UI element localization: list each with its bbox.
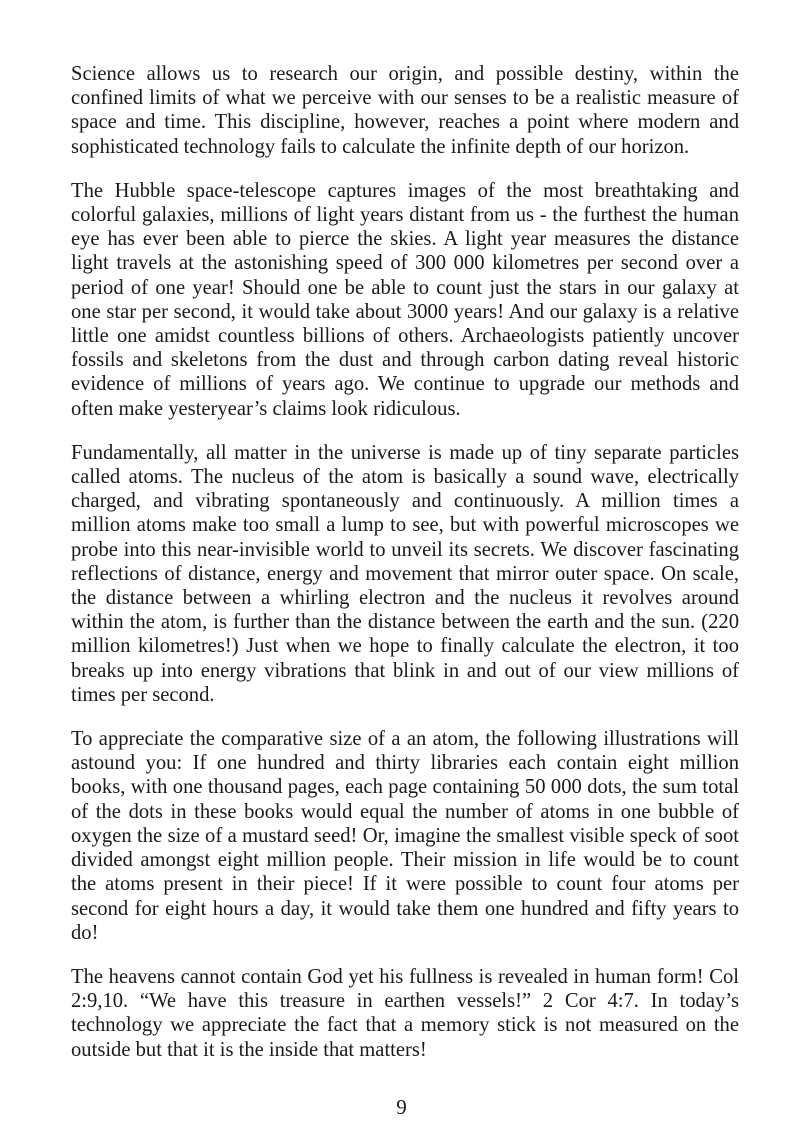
page-number: 9	[396, 1095, 407, 1119]
paragraph-science-limits: Science allows us to research our origin, and possible destiny, within the confined limits of what we perceive with our senses to be a realistic measure of space and time. This discipline, however, reaches a point where modern and sophisticated technology fails to calculate the infinite depth of our horizon.	[71, 63, 739, 158]
paragraph-heavens: The heavens cannot contain God yet his fullness is revealed in human form! Col 2:9,10. “We have this treasure in earthen vessels!” 2 Cor 4:7. In today’s technology we appreciate the fact that a memory stick is not measured on the outside but that it is the inside that matters!	[71, 965, 739, 1061]
paragraph-hubble-telescope: The Hubble space-telescope captures images of the most breathtaking and colorful galaxies, millions of light years distant from us - the furthest the human eye has ever been able to pierce the skies. A light year measures the distance light travels at the astonishing speed of 300 000 kilometres per second over a period of one year! Should one be able to count just the stars in our galaxy at one star per second, it would take about 3000 years! And our galaxy is a relative little one amidst countless billions of others. Archaeologists patiently uncover fossils and skeletons from the dust and through carbon dating reveal historic evidence of millions of years ago. We continue to upgrade our methods and often make yesteryear’s claims look ridiculous.	[71, 179, 739, 420]
paragraph-atoms: Fundamentally, all matter in the universe is made up of tiny separate particles called atoms. The nucleus of the atom is basically a sound wave, electrically charged, and vibrating spontaneously and continuously. A million times a million atoms make too small a lump to see, but with powerful microscopes we probe into this near-invisible world to unveil its secrets. We discover fascinating reflections of distance, energy and movement that mirror outer space. On scale, the distance between a whirling electron and the nucleus it revolves around within the atom, is further than the distance between the earth and the sun. (220 million kilometres!) Just when we hope to finally calculate the electron, it too breaks up into energy vibrations that blink in and out of our view millions of times per second.	[71, 441, 739, 706]
page-body	[71, 62, 739, 1082]
paragraph-atom-size: To appreciate the comparative size of a an atom, the following illustrations will astound you: If one hundred and thirty libraries each contain eight million books, with one thousand pages, each page containing 50 000 dots, the sum total of the dots in these books would equal the number of atoms in one bubble of oxygen the size of a mustard seed! Or, imagine the smallest visible speck of soot divided amongst eight million people. Their mission in life would be to count the atoms present in their piece! If it were possible to count four atoms per second for eight hours a day, it would take them one hundred and fifty years to do!	[71, 728, 739, 944]
